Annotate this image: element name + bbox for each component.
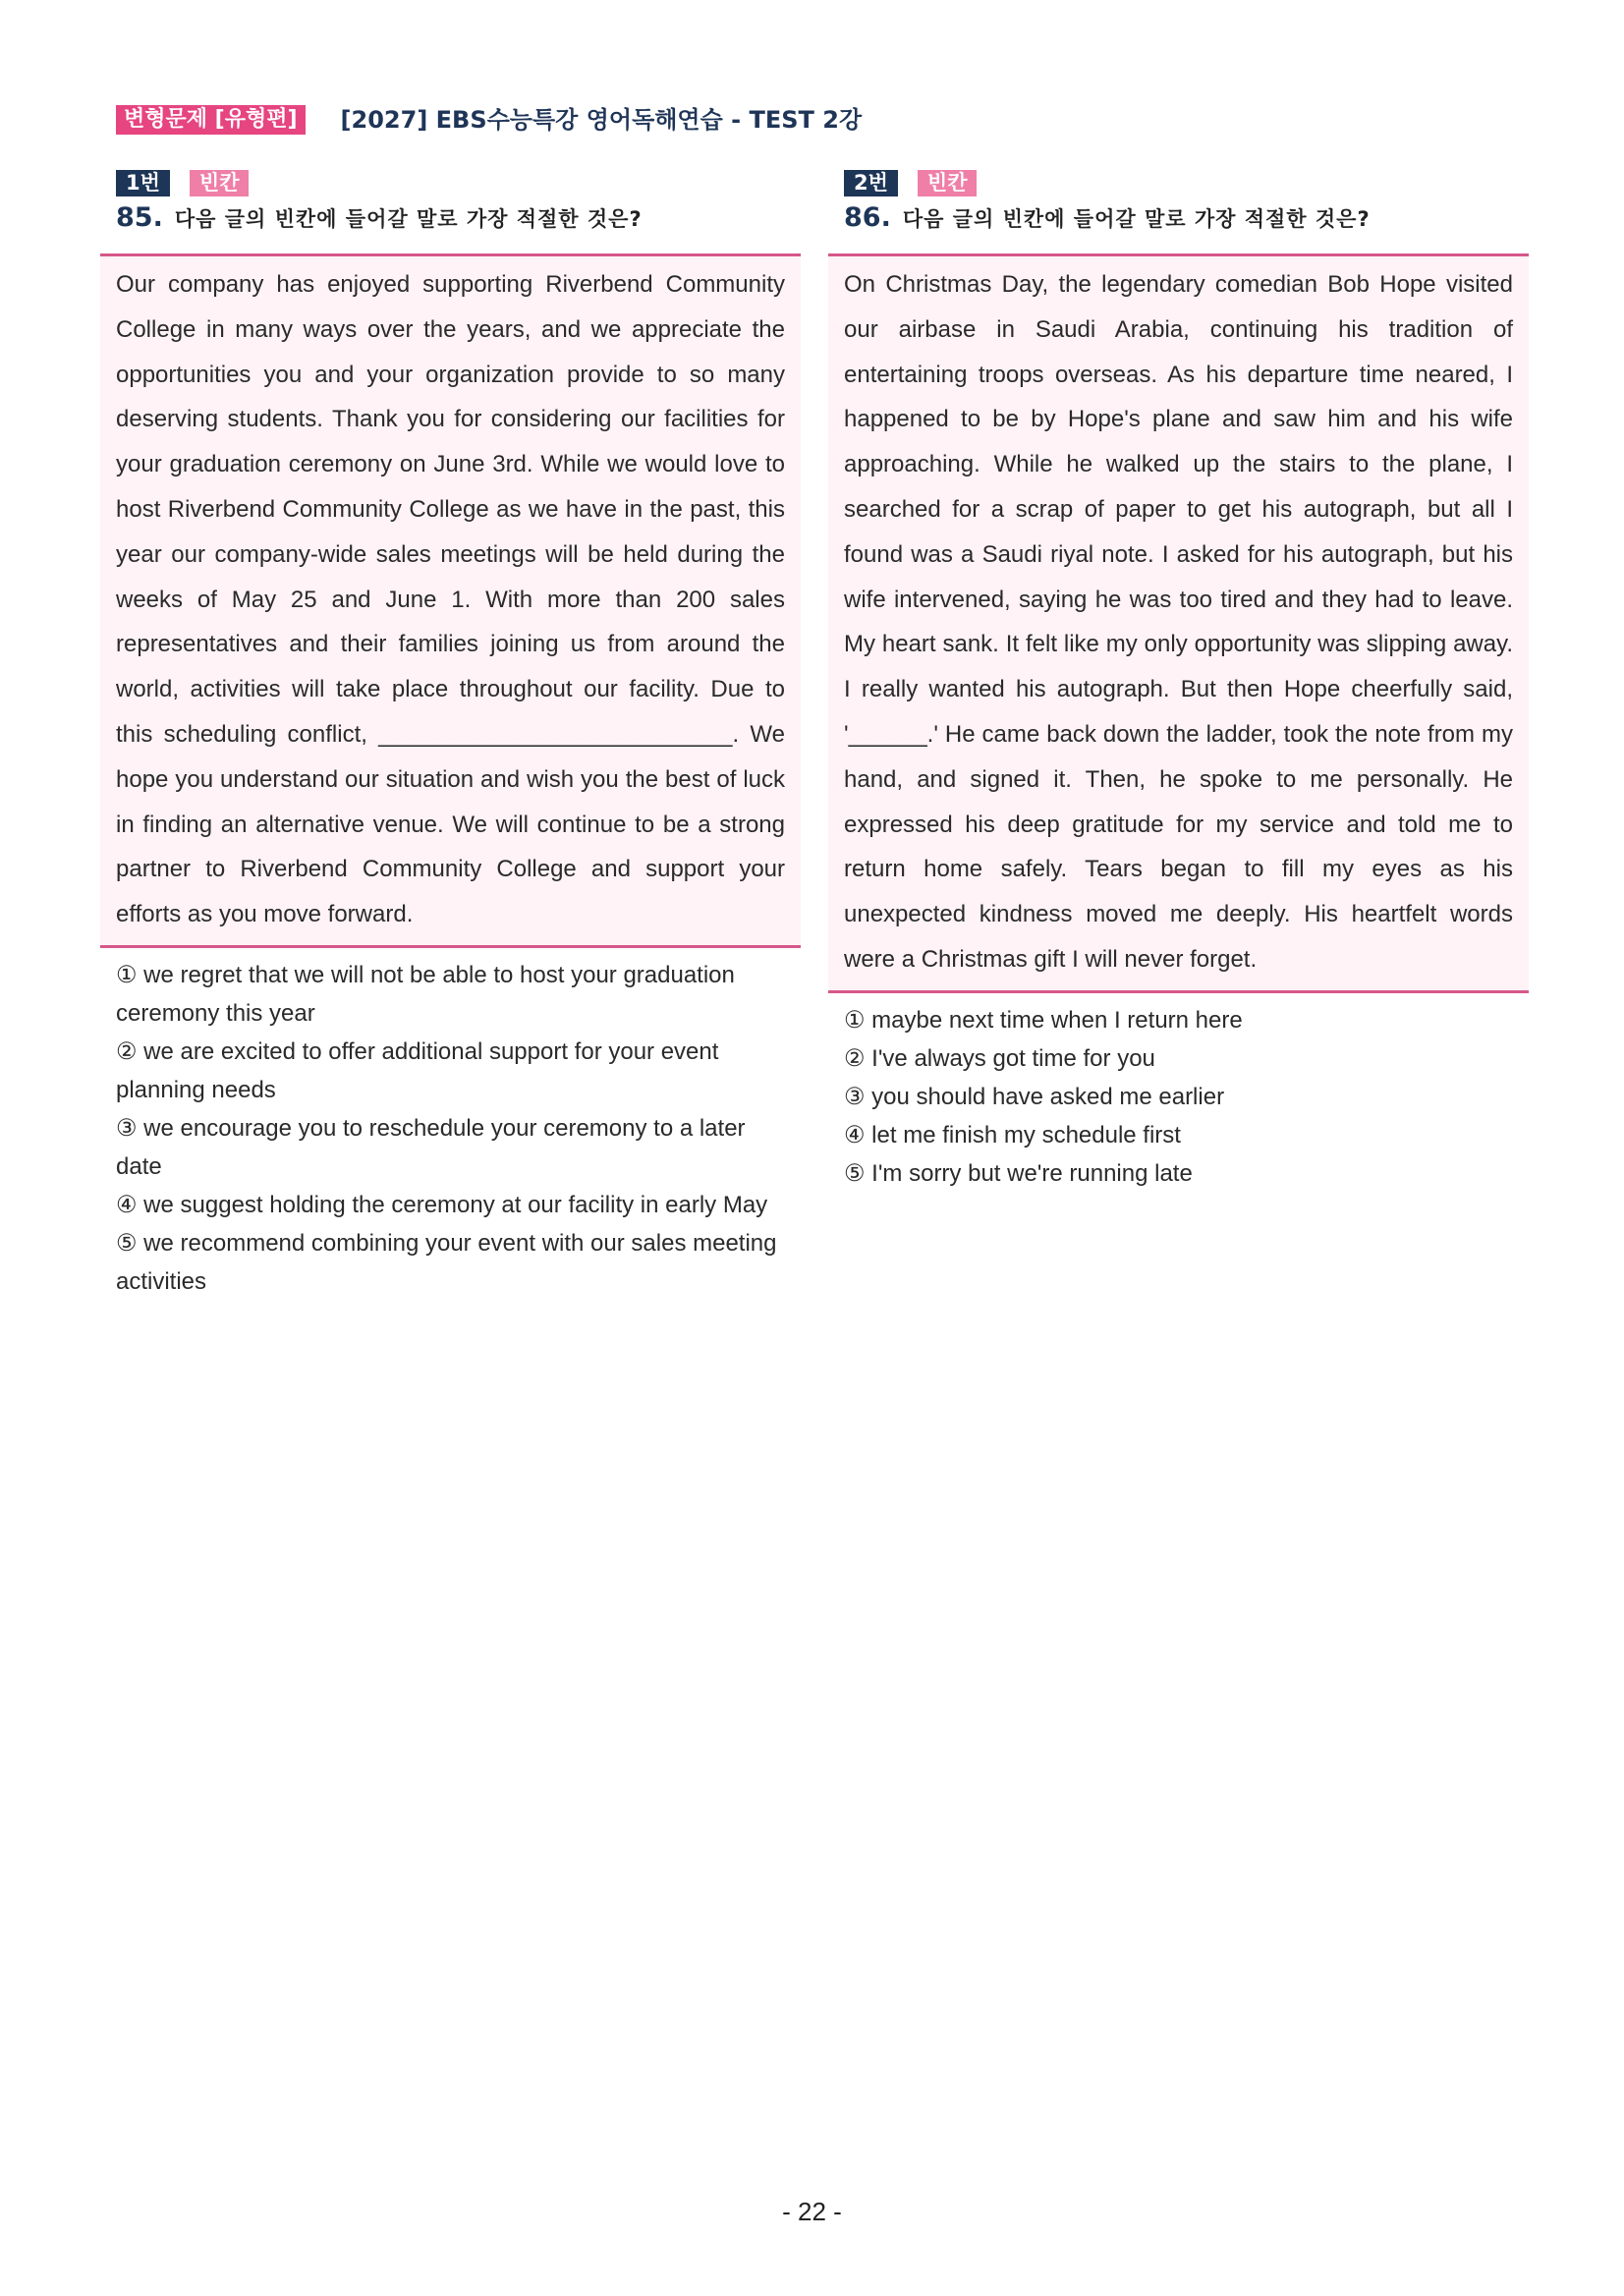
answer-option-4[interactable]: ④ we suggest holding the ceremony at our facility in early May (116, 1191, 768, 1218)
question-number-tag: 1번 (116, 170, 170, 196)
question-tags (828, 169, 1529, 196)
answer-option-5[interactable]: ⑤ I'm sorry but we're running late (844, 1159, 1193, 1187)
answer-option-3[interactable]: ③ we encourage you to reschedule your ceremony to a later date (116, 1114, 746, 1180)
answer-option-3[interactable]: ③ you should have asked me earlier (844, 1083, 1225, 1110)
page-header (116, 104, 862, 136)
question-number-tag: 2번 (844, 170, 898, 196)
answer-option-1[interactable]: ① we regret that we will not be able to host your graduation ceremony this year (116, 961, 735, 1027)
question-type-tag: 빈칸 (190, 170, 250, 196)
answer-option-2[interactable]: ② I've always got time for you (844, 1044, 1155, 1072)
document-title: [2027] EBS수능특강 영어독해연습 - TEST 2강 (340, 106, 863, 134)
answer-options (100, 956, 801, 1301)
answer-option-5[interactable]: ⑤ we recommend combining your event with our sales meeting activities (116, 1229, 777, 1295)
passage-text: Our company has enjoyed supporting Riverbend Community College in many ways over the years, and we appreciate the opportunities you and your organization provide to so many deserving students. Thank you for considering our facilities for your graduation ceremony on June 3rd. While we would love to host Riverbend Community College as we have in the past, this year our company-wide sales meetings will be held during the weeks of May 25 and June 1. With more than 200 sales representatives and their families joining us from around the world, activities will take place throughout our facility. Due to this scheduling conflict, ___________________________. We hope you understand our situation and wish you the best of luck in finding an alternative venue. We will continue to be a strong partner to Riverbend Community College and support your efforts as you move forward. (116, 271, 785, 928)
passage-box (100, 253, 801, 948)
page-number: - 22 - (782, 2197, 842, 2226)
question-prompt: 다음 글의 빈칸에 들어갈 말로 가장 적절한 것은? (902, 207, 1371, 231)
answer-option-2[interactable]: ② we are excited to offer additional support for your event planning needs (116, 1037, 719, 1103)
question-prompt: 다음 글의 빈칸에 들어갈 말로 가장 적절한 것은? (174, 207, 643, 231)
question-tags (100, 169, 801, 196)
question-prompt-line (100, 202, 801, 244)
section-tag: 변형문제 [유형편] (116, 105, 306, 135)
passage-box (828, 253, 1529, 993)
question-number: 85. (116, 202, 163, 233)
question-prompt-line (828, 202, 1529, 244)
question-number: 86. (844, 202, 891, 233)
answer-option-4[interactable]: ④ let me finish my schedule first (844, 1121, 1181, 1148)
passage-text: On Christmas Day, the legendary comedian Bob Hope visited our airbase in Saudi Arabia, continuing his tradition of entertaining troops overseas. As his departure time neared, I happened to be by Hope's plane and saw him and his wife approaching. While he walked up the stairs to the plane, I searched for a scrap of paper to get his autograph, but all I found was a Saudi riyal note. I asked for his autograph, but his wife intervened, saying he was too tired and they had to leave. My heart sank. It felt like my only opportunity was slipping away. I really wanted his autograph. But then Hope cheerfully said, '______.' He came back down the ladder, took the note from my hand, and signed it. Then, he spoke to me personally. He expressed his deep gratitude for my service and told me to return home safely. Tears began to fill my eyes as his unexpected kindness moved me deeply. His heartfelt words were a Christmas gift I will never forget. (844, 271, 1513, 973)
question-type-tag: 빈칸 (918, 170, 978, 196)
question-86 (828, 169, 1529, 1193)
question-85 (100, 169, 801, 1301)
answer-option-1[interactable]: ① maybe next time when I return here (844, 1006, 1243, 1034)
answer-options (828, 1001, 1529, 1193)
